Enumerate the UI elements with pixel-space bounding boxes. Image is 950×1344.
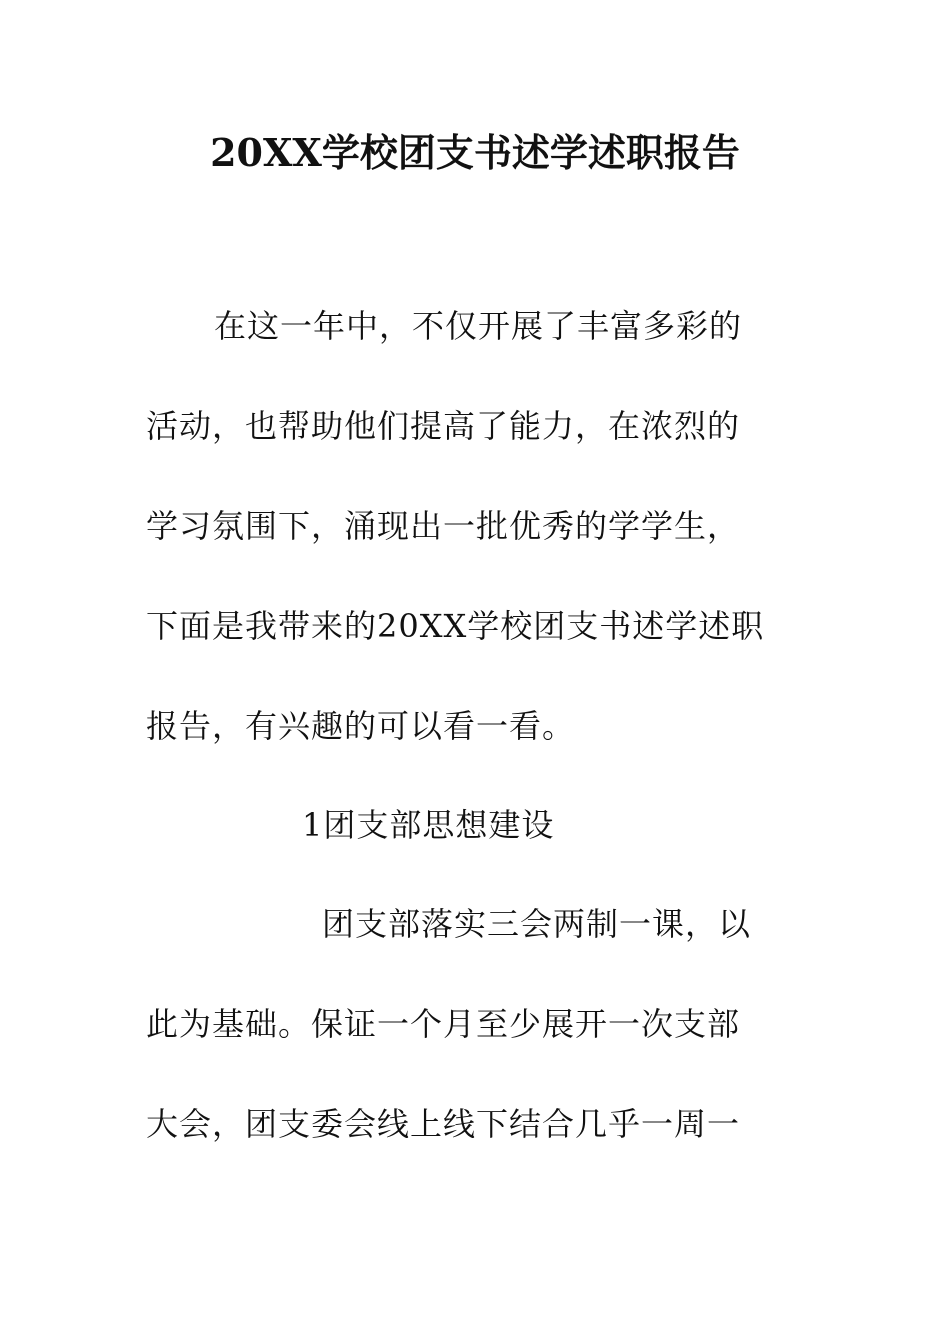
section-heading: 1团支部思想建设	[302, 806, 555, 844]
body-line-1: 团支部落实三会两制一课，以	[322, 905, 752, 943]
body-line-2: 此为基础。保证一个月至少展开一次支部	[146, 1005, 741, 1043]
intro-line-5: 报告，有兴趣的可以看一看。	[146, 707, 576, 745]
intro-line-3: 学习氛围下，涌现出一批优秀的学学生，	[146, 507, 741, 545]
intro-line-1: 在这一年中，不仅开展了丰富多彩的	[214, 307, 743, 345]
body-line-3: 大会，团支委会线上线下结合几乎一周一	[146, 1105, 741, 1143]
document-title: 20XX学校团支书述学述职报告	[210, 130, 740, 175]
intro-line-2: 活动，也帮助他们提高了能力，在浓烈的	[146, 407, 741, 445]
intro-line-4: 下面是我带来的20XX学校团支书述学述职	[146, 607, 765, 645]
